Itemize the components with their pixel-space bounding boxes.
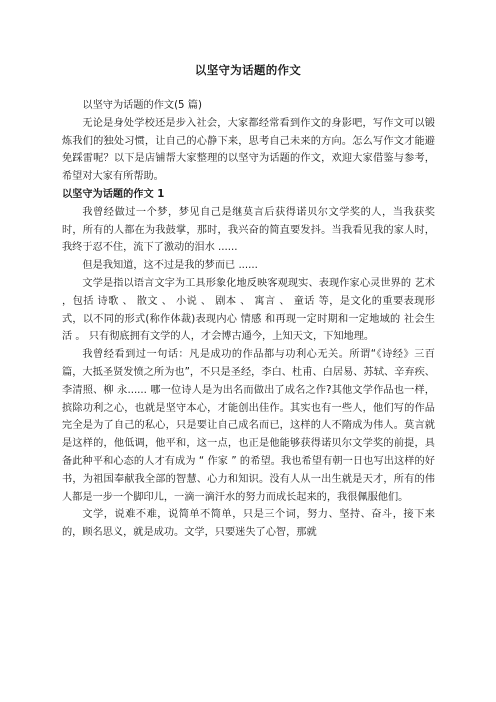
intro-paragraph: 无论是身处学校还是步入社会，大家都经常看到作文的身影吧，写作文可以锻炼我们的独处习惯，让自己的心静下来，思考自己未来的方向。怎么写作文才能避免踩雷呢？以下是店铺帮大家整理的以坚守为话题的作文，欢迎大家借鉴与参考，希望对大家有所帮助。 — [62, 117, 435, 183]
document-title: 以坚守为话题的作文 — [194, 63, 302, 77]
body-paragraph: 文学，说难不难，说简单不简单，只是三个词，努力、坚持、奋斗，接下来的，顾名思义，就是成功。文学，只要迷失了心智，那就 — [62, 509, 435, 539]
body-paragraph: 但是我知道，这不过是我的梦而已 ...... — [82, 260, 258, 272]
section-heading: 以坚守为话题的作文 1 — [62, 188, 165, 200]
body-paragraph: 文学是指以语言文字为工具形象化地反映客观现实、表现作家心灵世界的 艺术 ，包括 诗歌 、 散文 、 小说 、 剧本 、 寓言 、 童话 等，是文化的重要表现形式，以不同的形式(称作体裁)表现内心 情感 和再现一定时期和一定地域的 社会生活 。 只有彻底拥有文学的人，才会博古通今，上知天文，下知地理。 — [62, 277, 435, 343]
subtitle-line: 以坚守为话题的作文(5 篇) — [82, 100, 202, 111]
body-paragraph: 我曾经看到过一句话：凡是成功的作品都与功利心无关。所谓“《诗经》三百篇，大抵圣贤发愤之所为也”，不只是圣经，李白、杜甫、白居易、苏轼、辛弃疾、李清照、柳 永...... 哪一位诗人是为出名而做出了成名之作?其他文学作品也一样，摈除功利之心，也就是坚守本心，才能创出佳作。其实也有一些人，他们写的作品完全是为了自己的私心，只是要让自己成名而已，这样的人不隋成为伟人。莫言就是这样的，他低调，他平和，这一点，也正是他能够获得诺贝尔文学奖的前提，具备此种平和心态的人才有成为 “ 作家 ” 的希望。我也希望有朝一日也写出这样的好书，为祖国奉献我全部的智慧、心力和知识。没有人从一出生就是天才，所有的伟人都是一步一个脚印儿，一滴一滴汗水的努力而成长起来的，我很佩服他们。 — [62, 349, 435, 503]
document-body — [62, 97, 435, 542]
body-paragraph: 我曾经做过一个梦，梦见自己是继莫言后获得诺贝尔文学奖的人，当我获奖时，所有的人都在为我鼓掌，那时，我兴奋的简直要发抖。当我看见我的家人时，我终于忍不住，流下了激动的泪水 ...... — [62, 206, 435, 254]
